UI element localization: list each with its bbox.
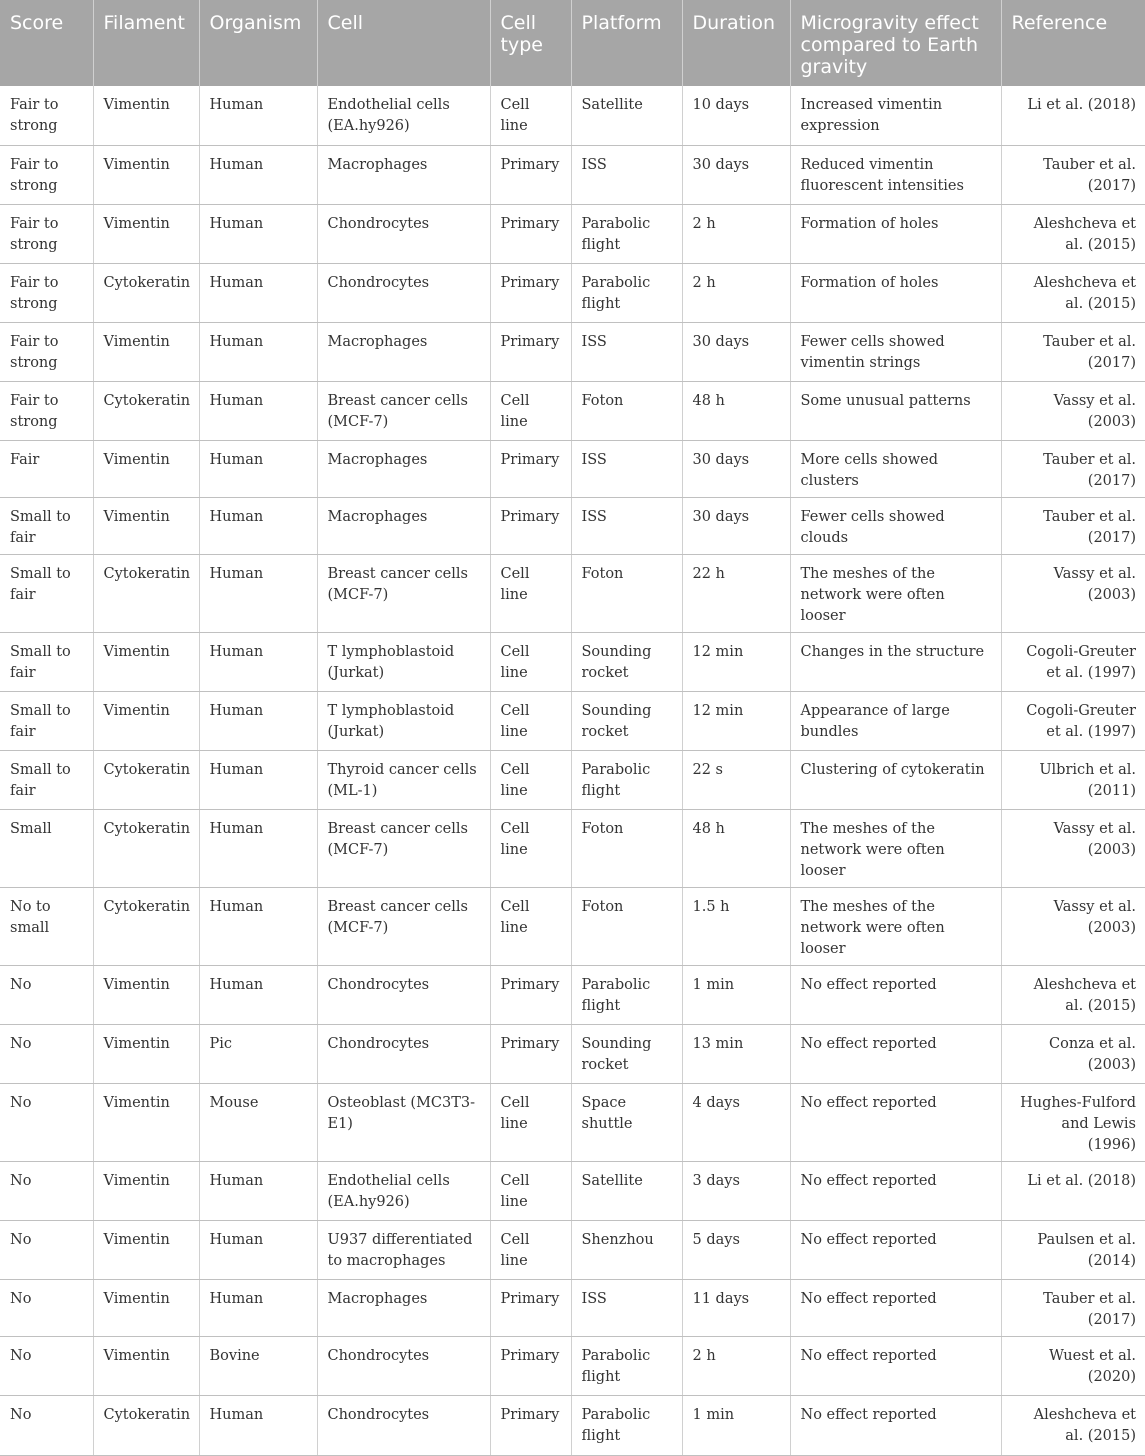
cell-organism: Human xyxy=(199,632,317,691)
cell-duration: 5 days xyxy=(682,1220,790,1279)
cell-reference: Vassy et al. (2003) xyxy=(1001,887,1145,965)
cell-effect: No effect reported xyxy=(790,1279,1001,1336)
cell-cell: T lymphoblastoid (Jurkat) xyxy=(317,691,490,750)
table-row xyxy=(0,322,1145,381)
cell-filament: Vimentin xyxy=(93,965,199,1024)
cell-reference: Li et al. (2018) xyxy=(1001,1161,1145,1220)
cell-organism: Bovine xyxy=(199,1336,317,1395)
table-row xyxy=(0,204,1145,263)
cell-organism: Human xyxy=(199,809,317,887)
cell-score: No xyxy=(0,965,93,1024)
cell-cell: Osteoblast (MC3T3-E1) xyxy=(317,1083,490,1161)
cell-cell-type: Primary xyxy=(490,1336,571,1395)
cell-score: No xyxy=(0,1161,93,1220)
cell-cell: Macrophages xyxy=(317,1279,490,1336)
cell-organism: Human xyxy=(199,1161,317,1220)
cell-reference: Wuest et al. (2020) xyxy=(1001,1336,1145,1395)
cell-score: Small to fair xyxy=(0,632,93,691)
cell-cell-type: Cell line xyxy=(490,691,571,750)
cell-filament: Vimentin xyxy=(93,497,199,554)
cell-cell: Chondrocytes xyxy=(317,965,490,1024)
header-duration: Duration xyxy=(682,0,790,86)
cell-duration: 2 h xyxy=(682,263,790,322)
table-row xyxy=(0,1336,1145,1395)
cell-cell-type: Primary xyxy=(490,145,571,204)
cell-filament: Cytokeratin xyxy=(93,887,199,965)
table-row xyxy=(0,691,1145,750)
cell-effect: Fewer cells showed clouds xyxy=(790,497,1001,554)
cell-reference: Hughes-Fulford and Lewis (1996) xyxy=(1001,1083,1145,1161)
cell-effect: Increased vimentin expression xyxy=(790,86,1001,145)
cell-filament: Vimentin xyxy=(93,1083,199,1161)
cell-duration: 48 h xyxy=(682,381,790,440)
table-body xyxy=(0,86,1145,1455)
cell-score: No xyxy=(0,1220,93,1279)
cell-platform: Foton xyxy=(571,554,682,632)
table-row xyxy=(0,497,1145,554)
cell-platform: Parabolic flight xyxy=(571,263,682,322)
cell-duration: 2 h xyxy=(682,204,790,263)
cell-cell-type: Cell line xyxy=(490,1083,571,1161)
cell-duration: 3 days xyxy=(682,1161,790,1220)
cell-effect: Reduced vimentin fluorescent intensities xyxy=(790,145,1001,204)
header-platform: Platform xyxy=(571,0,682,86)
cell-filament: Vimentin xyxy=(93,322,199,381)
cell-cell-type: Primary xyxy=(490,322,571,381)
cell-platform: Parabolic flight xyxy=(571,204,682,263)
cell-effect: The meshes of the network were often looser xyxy=(790,809,1001,887)
cell-cell: Endothelial cells (EA.hy926) xyxy=(317,1161,490,1220)
cell-reference: Aleshcheva et al. (2015) xyxy=(1001,263,1145,322)
cell-filament: Cytokeratin xyxy=(93,809,199,887)
cell-filament: Vimentin xyxy=(93,1161,199,1220)
cell-duration: 1 min xyxy=(682,965,790,1024)
cell-score: Fair to strong xyxy=(0,145,93,204)
header-score: Score xyxy=(0,0,93,86)
table-row xyxy=(0,750,1145,809)
cell-platform: Foton xyxy=(571,809,682,887)
cell-organism: Human xyxy=(199,1395,317,1455)
cell-effect: More cells showed clusters xyxy=(790,440,1001,497)
cell-cell-type: Cell line xyxy=(490,750,571,809)
cell-effect: Fewer cells showed vimentin strings xyxy=(790,322,1001,381)
cell-duration: 13 min xyxy=(682,1024,790,1083)
cell-cell-type: Cell line xyxy=(490,554,571,632)
cell-platform: ISS xyxy=(571,440,682,497)
table-row xyxy=(0,381,1145,440)
cell-filament: Vimentin xyxy=(93,145,199,204)
cell-platform: Satellite xyxy=(571,1161,682,1220)
cell-cell: Chondrocytes xyxy=(317,1336,490,1395)
cell-cell-type: Cell line xyxy=(490,887,571,965)
table-row xyxy=(0,1024,1145,1083)
cell-organism: Human xyxy=(199,750,317,809)
cell-cell-type: Primary xyxy=(490,965,571,1024)
cell-effect: No effect reported xyxy=(790,1083,1001,1161)
cell-reference: Tauber et al. (2017) xyxy=(1001,440,1145,497)
cell-duration: 48 h xyxy=(682,809,790,887)
cell-cell: Breast cancer cells (MCF-7) xyxy=(317,809,490,887)
cell-reference: Tauber et al. (2017) xyxy=(1001,497,1145,554)
cell-filament: Vimentin xyxy=(93,1336,199,1395)
cell-filament: Vimentin xyxy=(93,440,199,497)
table-row xyxy=(0,440,1145,497)
cell-effect: No effect reported xyxy=(790,1395,1001,1455)
cell-duration: 10 days xyxy=(682,86,790,145)
cell-cell: Chondrocytes xyxy=(317,263,490,322)
cell-platform: Sounding rocket xyxy=(571,691,682,750)
cell-effect: No effect reported xyxy=(790,1336,1001,1395)
cell-organism: Human xyxy=(199,887,317,965)
cell-reference: Li et al. (2018) xyxy=(1001,86,1145,145)
cell-cell: Thyroid cancer cells (ML-1) xyxy=(317,750,490,809)
cell-effect: Formation of holes xyxy=(790,263,1001,322)
cell-duration: 30 days xyxy=(682,145,790,204)
cell-platform: Satellite xyxy=(571,86,682,145)
cell-cell: T lymphoblastoid (Jurkat) xyxy=(317,632,490,691)
cell-reference: Conza et al. (2003) xyxy=(1001,1024,1145,1083)
cell-effect: Some unusual patterns xyxy=(790,381,1001,440)
cell-cell: Chondrocytes xyxy=(317,204,490,263)
cell-duration: 12 min xyxy=(682,632,790,691)
cell-cell: Breast cancer cells (MCF-7) xyxy=(317,554,490,632)
cell-cell-type: Primary xyxy=(490,1279,571,1336)
cell-platform: Parabolic flight xyxy=(571,1336,682,1395)
cell-filament: Cytokeratin xyxy=(93,750,199,809)
cell-cell-type: Primary xyxy=(490,440,571,497)
cell-reference: Cogoli-Greuter et al. (1997) xyxy=(1001,632,1145,691)
cell-duration: 30 days xyxy=(682,497,790,554)
cell-effect: Formation of holes xyxy=(790,204,1001,263)
cell-organism: Human xyxy=(199,440,317,497)
cell-reference: Aleshcheva et al. (2015) xyxy=(1001,965,1145,1024)
cell-platform: ISS xyxy=(571,497,682,554)
cell-cell: Chondrocytes xyxy=(317,1024,490,1083)
cell-reference: Vassy et al. (2003) xyxy=(1001,809,1145,887)
cell-effect: Appearance of large bundles xyxy=(790,691,1001,750)
cell-platform: ISS xyxy=(571,322,682,381)
cell-organism: Human xyxy=(199,1279,317,1336)
cell-organism: Human xyxy=(199,1220,317,1279)
cell-duration: 1.5 h xyxy=(682,887,790,965)
cell-filament: Vimentin xyxy=(93,86,199,145)
cell-filament: Vimentin xyxy=(93,632,199,691)
cell-cell: U937 differentiated to macrophages xyxy=(317,1220,490,1279)
table-row xyxy=(0,809,1145,887)
table-row xyxy=(0,1220,1145,1279)
cell-organism: Mouse xyxy=(199,1083,317,1161)
cell-platform: Parabolic flight xyxy=(571,1395,682,1455)
cell-cell-type: Primary xyxy=(490,263,571,322)
cell-effect: No effect reported xyxy=(790,965,1001,1024)
cell-platform: Parabolic flight xyxy=(571,750,682,809)
cell-organism: Human xyxy=(199,554,317,632)
cell-effect: The meshes of the network were often looser xyxy=(790,554,1001,632)
cell-cell: Endothelial cells (EA.hy926) xyxy=(317,86,490,145)
cell-filament: Cytokeratin xyxy=(93,381,199,440)
cell-filament: Vimentin xyxy=(93,1220,199,1279)
cell-score: Fair to strong xyxy=(0,381,93,440)
cell-score: Fair to strong xyxy=(0,86,93,145)
table-row xyxy=(0,1395,1145,1455)
cell-reference: Paulsen et al. (2014) xyxy=(1001,1220,1145,1279)
cell-platform: Shenzhou xyxy=(571,1220,682,1279)
cell-effect: No effect reported xyxy=(790,1220,1001,1279)
cell-effect: No effect reported xyxy=(790,1024,1001,1083)
cell-cell: Macrophages xyxy=(317,497,490,554)
cell-cell: Macrophages xyxy=(317,440,490,497)
cell-score: No xyxy=(0,1083,93,1161)
cell-score: Small to fair xyxy=(0,691,93,750)
header-filament: Filament xyxy=(93,0,199,86)
cell-duration: 30 days xyxy=(682,322,790,381)
cell-effect: No effect reported xyxy=(790,1161,1001,1220)
cell-effect: Clustering of cytokeratin xyxy=(790,750,1001,809)
cell-score: No xyxy=(0,1336,93,1395)
table-row xyxy=(0,145,1145,204)
cell-organism: Human xyxy=(199,204,317,263)
cell-organism: Human xyxy=(199,263,317,322)
cell-cell-type: Cell line xyxy=(490,381,571,440)
cell-platform: Sounding rocket xyxy=(571,632,682,691)
table-row xyxy=(0,263,1145,322)
cell-duration: 1 min xyxy=(682,1395,790,1455)
table-row xyxy=(0,554,1145,632)
cell-effect: The meshes of the network were often looser xyxy=(790,887,1001,965)
cell-platform: Sounding rocket xyxy=(571,1024,682,1083)
header-effect: Microgravity effect compared to Earth gravity xyxy=(790,0,1001,86)
header-organism: Organism xyxy=(199,0,317,86)
cell-filament: Vimentin xyxy=(93,1024,199,1083)
table-row xyxy=(0,632,1145,691)
cell-reference: Ulbrich et al. (2011) xyxy=(1001,750,1145,809)
header-cell: Cell xyxy=(317,0,490,86)
cell-score: Fair to strong xyxy=(0,322,93,381)
cell-filament: Vimentin xyxy=(93,1279,199,1336)
cell-platform: ISS xyxy=(571,145,682,204)
cell-reference: Aleshcheva et al. (2015) xyxy=(1001,204,1145,263)
cell-reference: Aleshcheva et al. (2015) xyxy=(1001,1395,1145,1455)
cell-organism: Human xyxy=(199,381,317,440)
table-row xyxy=(0,1083,1145,1161)
table-row xyxy=(0,965,1145,1024)
cell-organism: Human xyxy=(199,145,317,204)
cell-platform: Foton xyxy=(571,887,682,965)
cell-platform: Foton xyxy=(571,381,682,440)
cell-duration: 30 days xyxy=(682,440,790,497)
table-header xyxy=(0,0,1145,86)
table-row xyxy=(0,1279,1145,1336)
cell-score: Small to fair xyxy=(0,554,93,632)
header-reference: Reference xyxy=(1001,0,1145,86)
cell-organism: Human xyxy=(199,965,317,1024)
cell-cell-type: Primary xyxy=(490,497,571,554)
cell-cell: Chondrocytes xyxy=(317,1395,490,1455)
cell-score: Fair to strong xyxy=(0,263,93,322)
cell-filament: Vimentin xyxy=(93,204,199,263)
cell-cell: Breast cancer cells (MCF-7) xyxy=(317,887,490,965)
cell-reference: Tauber et al. (2017) xyxy=(1001,1279,1145,1336)
cell-cell-type: Cell line xyxy=(490,632,571,691)
cell-duration: 4 days xyxy=(682,1083,790,1161)
cell-filament: Cytokeratin xyxy=(93,554,199,632)
cell-cell-type: Primary xyxy=(490,1024,571,1083)
cell-duration: 12 min xyxy=(682,691,790,750)
cell-cell-type: Primary xyxy=(490,204,571,263)
cell-reference: Tauber et al. (2017) xyxy=(1001,145,1145,204)
cell-cell-type: Cell line xyxy=(490,1220,571,1279)
cell-score: Fair to strong xyxy=(0,204,93,263)
cell-score: No xyxy=(0,1395,93,1455)
header-cell-type: Cell type xyxy=(490,0,571,86)
cell-organism: Human xyxy=(199,86,317,145)
cell-cell-type: Cell line xyxy=(490,1161,571,1220)
cell-duration: 22 h xyxy=(682,554,790,632)
cell-score: No xyxy=(0,1279,93,1336)
cell-cell: Macrophages xyxy=(317,145,490,204)
cell-score: No xyxy=(0,1024,93,1083)
cell-reference: Vassy et al. (2003) xyxy=(1001,381,1145,440)
cell-duration: 2 h xyxy=(682,1336,790,1395)
cell-organism: Human xyxy=(199,322,317,381)
cell-reference: Vassy et al. (2003) xyxy=(1001,554,1145,632)
cell-cell: Breast cancer cells (MCF-7) xyxy=(317,381,490,440)
table-row xyxy=(0,887,1145,965)
cell-score: Small to fair xyxy=(0,750,93,809)
table-row xyxy=(0,86,1145,145)
cell-cell: Macrophages xyxy=(317,322,490,381)
cell-platform: Parabolic flight xyxy=(571,965,682,1024)
cell-platform: Space shuttle xyxy=(571,1083,682,1161)
cell-filament: Cytokeratin xyxy=(93,1395,199,1455)
header-row xyxy=(0,0,1145,86)
cell-filament: Cytokeratin xyxy=(93,263,199,322)
cell-score: Fair xyxy=(0,440,93,497)
cell-score: Small xyxy=(0,809,93,887)
cell-cell-type: Cell line xyxy=(490,86,571,145)
cell-reference: Tauber et al. (2017) xyxy=(1001,322,1145,381)
cell-duration: 11 days xyxy=(682,1279,790,1336)
cell-organism: Pic xyxy=(199,1024,317,1083)
cell-reference: Cogoli-Greuter et al. (1997) xyxy=(1001,691,1145,750)
cell-organism: Human xyxy=(199,691,317,750)
table-row xyxy=(0,1161,1145,1220)
cell-cell-type: Cell line xyxy=(490,809,571,887)
cell-platform: ISS xyxy=(571,1279,682,1336)
cell-organism: Human xyxy=(199,497,317,554)
cell-filament: Vimentin xyxy=(93,691,199,750)
cell-cell-type: Primary xyxy=(490,1395,571,1455)
cell-score: No to small xyxy=(0,887,93,965)
cell-duration: 22 s xyxy=(682,750,790,809)
cell-score: Small to fair xyxy=(0,497,93,554)
cell-effect: Changes in the structure xyxy=(790,632,1001,691)
